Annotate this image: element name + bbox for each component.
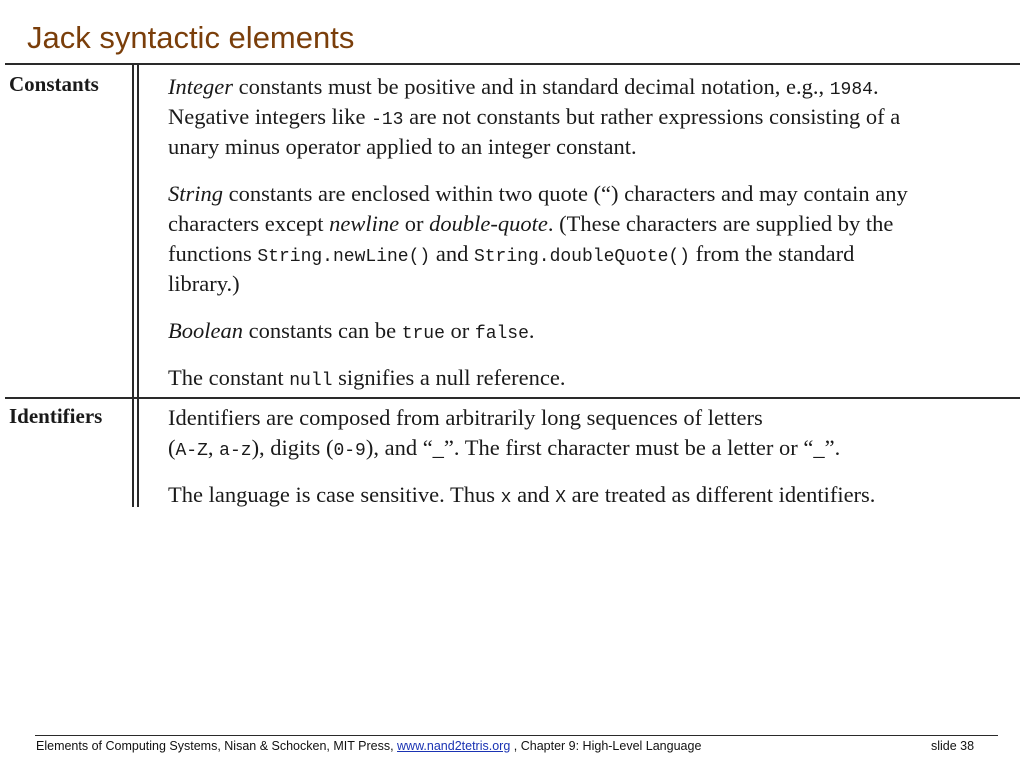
text: . xyxy=(872,74,879,99)
code-true: true xyxy=(401,324,445,344)
string-term: String xyxy=(168,181,224,206)
text: signifies a null reference. xyxy=(332,365,566,390)
code-lowercase-range: a-z xyxy=(219,441,252,461)
table-top-rule xyxy=(5,63,1020,65)
slide-number: slide 38 xyxy=(931,739,975,753)
text: . (These characters are supplied by the xyxy=(547,211,894,236)
boolean-term: Boolean xyxy=(168,318,243,343)
table-middle-rule xyxy=(5,397,1020,399)
constants-line-9 xyxy=(168,364,565,395)
nand2tetris-link[interactable]: www.nand2tetris.org xyxy=(397,739,511,753)
text: ), digits ( xyxy=(251,435,334,460)
text: are not constants but rather expressions consisting of a xyxy=(403,104,901,129)
code-null: null xyxy=(289,371,333,391)
text: library.) xyxy=(168,271,240,296)
constants-line-1 xyxy=(168,73,879,104)
code-neg13: -13 xyxy=(371,110,404,130)
text: Negative integers like xyxy=(168,104,372,129)
text: ( xyxy=(168,435,176,460)
text: Identifiers are composed from arbitrarily long sequences of letters xyxy=(168,405,763,430)
text: unary minus operator applied to an integer constant. xyxy=(168,134,637,159)
text: constants can be xyxy=(242,318,402,343)
text: or xyxy=(444,318,475,343)
constants-line-5 xyxy=(168,210,893,238)
constants-line-8 xyxy=(168,317,535,348)
text: . xyxy=(528,318,535,343)
constants-line-6 xyxy=(168,240,854,271)
code-1984: 1984 xyxy=(829,80,873,100)
text: and xyxy=(430,241,474,266)
text: from the standard xyxy=(690,241,855,266)
code-false: false xyxy=(474,324,529,344)
identifiers-line-3 xyxy=(168,481,875,512)
footer xyxy=(36,739,701,753)
text: functions xyxy=(168,241,258,266)
identifiers-line-1 xyxy=(168,404,763,432)
text: , xyxy=(207,435,220,460)
double-quote-term: double-quote xyxy=(429,211,548,236)
footer-rule xyxy=(35,735,998,736)
newline-term: newline xyxy=(329,211,400,236)
text: characters except xyxy=(168,211,330,236)
constants-line-7 xyxy=(168,270,240,298)
constants-line-3 xyxy=(168,133,637,161)
code-uppercase-range: A-Z xyxy=(175,441,208,461)
footer-chapter: , Chapter 9: High-Level Language xyxy=(510,739,702,753)
text: or xyxy=(399,211,430,236)
term-constants: Constants xyxy=(9,72,99,96)
text: are treated as different identifiers. xyxy=(566,482,876,507)
constants-line-2 xyxy=(168,103,900,134)
slide-title: Jack syntactic elements xyxy=(27,20,355,55)
code-newline-fn: String.newLine() xyxy=(257,247,431,267)
term-identifiers: Identifiers xyxy=(9,404,103,428)
text: ), and “_”. The first character must be a letter or “_”. xyxy=(365,435,841,460)
text: and xyxy=(511,482,556,507)
table-vertical-divider xyxy=(132,63,139,507)
text: constants are enclosed within two quote (“) characters and may contain any xyxy=(223,181,908,206)
code-doublequote-fn: String.doubleQuote() xyxy=(473,247,690,267)
text: The language is case sensitive. Thus xyxy=(168,482,501,507)
footer-citation: Elements of Computing Systems, Nisan & Schocken, MIT Press, xyxy=(36,739,398,753)
text: The constant xyxy=(168,365,290,390)
constants-line-4 xyxy=(168,180,908,208)
text: constants must be positive and in standard decimal notation, e.g., xyxy=(232,74,830,99)
code-digit-range: 0-9 xyxy=(333,441,366,461)
integer-term: Integer xyxy=(168,74,233,99)
identifiers-line-2 xyxy=(168,434,840,465)
code-upper-x: X xyxy=(555,488,566,508)
code-lower-x: x xyxy=(500,488,512,508)
